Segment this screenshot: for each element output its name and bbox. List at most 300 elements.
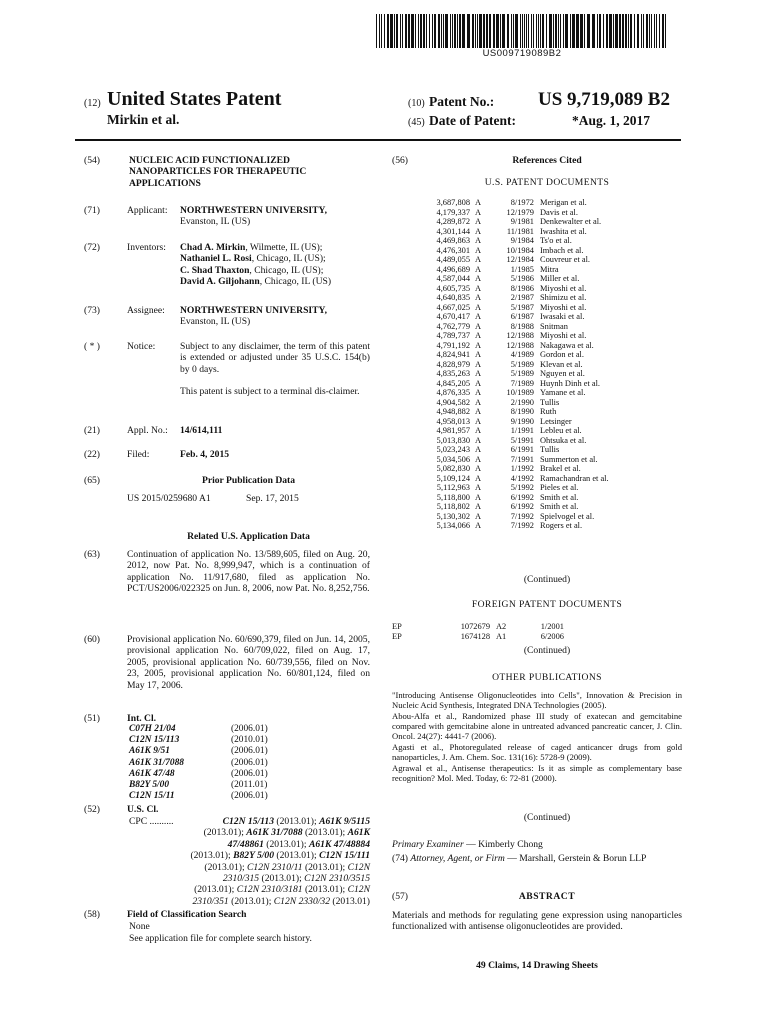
reference-num: 4,476,301 [436,245,470,255]
barcode-bar [411,14,414,48]
reference-kd: A [475,236,482,245]
reference-num: 5,082,830 [436,464,470,473]
barcode-bar [522,14,523,48]
reference-nm: Shimizu et al. [540,293,587,302]
applicant [180,205,370,228]
barcode-bar [477,14,478,48]
abstract-title: ABSTRACT [518,891,576,902]
barcode-bar [418,14,419,48]
int-cl-row [129,735,291,746]
applicant-location: Evanston, IL (US) [180,216,251,228]
attorney-label: Attorney, Agent, or Firm [410,853,505,864]
reference-row [412,436,682,446]
reference-nm: Huynh Dinh et al. [540,378,601,388]
reference-num: 4,605,735 [436,283,470,293]
int-cl-version: (2006.01) [231,768,268,779]
code-54: (54) [84,155,100,166]
barcode-bar [628,14,629,48]
other-publications [392,690,682,784]
publication-entry: "Introducing Antisense Oligonucleotides into Cells", Innovation & Precision in Nucleic Acid Synthesis, Integrated DNA Technologies (2005). [392,690,682,710]
code-57: (57) [392,891,408,902]
inventors-short: Mirkin et al. [107,112,180,127]
int-cl-class: B82Y 5/00 [129,780,170,791]
reference-num: 4,179,337 [436,207,470,217]
reference-row [412,474,682,484]
reference-kd: A [475,207,482,217]
cpc-line [150,827,370,838]
barcode-bar [637,14,639,48]
reference-nm: Klevan et al. [540,359,583,369]
reference-dt: 12/1988 [506,331,534,340]
barcode-bar [662,14,664,48]
reference-dt: 5/1986 [510,274,534,283]
reference-nm: Gordon et al. [540,350,584,359]
reference-kd: A [475,483,482,492]
int-cl-class: A61K 31/7088 [129,757,184,768]
reference-kd: A [475,264,482,274]
reference-row [412,407,682,417]
cpc-segment: 47/48861 [227,838,264,850]
reference-kd: A [475,435,482,445]
cpc-segment: C12N [347,884,370,896]
code-21: (21) [84,425,100,436]
reference-dt: 4/1992 [510,473,534,483]
reference-kd: A [475,378,482,388]
barcode-bar [376,14,377,48]
cpc-segment: (2013.01); [259,873,305,885]
code-65: (65) [84,475,100,486]
inventor-name: C. Shad Thaxton [180,264,250,276]
primary-examiner [392,839,682,850]
reference-kd: A [475,502,482,511]
reference-dt: 8/1986 [510,283,534,293]
barcode-bar [408,14,410,48]
reference-row [412,303,682,313]
applicant-label: Applicant: [127,205,168,216]
reference-kd: A [475,511,482,521]
reference-row [412,426,682,436]
barcode-bar [599,14,601,48]
reference-dt: 1/1991 [510,426,534,435]
barcode-bar [558,14,559,48]
reference-dt: 5/1991 [510,435,534,445]
barcode-bar [394,14,395,48]
reference-kd: A [475,359,482,369]
code-74: (74) [392,853,408,864]
code-72: (72) [84,242,100,253]
reference-nm: Imbach et al. [540,245,584,255]
barcode-bar [587,14,590,48]
reference-kd: A [475,255,482,264]
reference-nm: Ruth [540,407,557,416]
reference-dt: 5/1992 [510,483,534,492]
reference-kd: A [475,426,482,435]
int-cl-row [129,758,291,769]
reference-row [412,398,682,408]
notice-text: Subject to any disclaimer, the term of this patent is extended or adjusted under 35 U.S.C. 154(b) by 0 days. [180,341,370,375]
barcode-bar [555,14,557,48]
header-rule [75,139,681,141]
prior-pub-number: US 2015/0259680 A1 [127,493,211,504]
barcode-bar [489,14,491,48]
prior-pub-date: Sep. 17, 2015 [246,493,299,504]
reference-dt: 5/1987 [510,302,534,312]
inventor [180,242,380,253]
prior-pub-title: Prior Publication Data [201,475,296,486]
barcode-bar [454,14,456,48]
reference-nm: Smith et al. [540,502,579,511]
reference-num: 4,789,737 [436,331,470,340]
reference-kd: A [475,302,482,312]
reference-nm: Tullis [540,445,560,454]
code-12: (12) [84,98,101,109]
cpc-segment: C12N 2310/3181 [236,884,303,896]
reference-nm: Smith et al. [540,492,579,502]
reference-kd: A [475,407,482,416]
reference-kd: A [475,226,482,236]
reference-row [412,341,682,351]
reference-row [412,265,682,275]
patent-no-label: Patent No.: [429,94,495,109]
reference-nm: Nakagawa et al. [540,340,594,350]
reference-dt: 12/1979 [506,207,534,217]
reference-row [412,312,682,322]
cpc-segment: 2310/351 [192,895,229,907]
reference-num: 4,958,013 [436,416,470,426]
reference-nm: Pieles et al. [540,483,579,492]
barcode-bar [452,14,453,48]
reference-row [412,464,682,474]
reference-dt: 1/1992 [510,464,534,473]
reference-num: 4,587,044 [436,274,470,283]
reference-dt: 12/1988 [506,340,534,350]
continuation-text: Continuation of application No. 13/589,605, filed on Aug. 20, 2012, now Pat. No. 8,999,947, which is a continuation of application No. 11/917,680, filed as application No. PCT/US2006/022325 on Jun. 8, 2006, now Pat. No. 8,252,756. [127,549,370,595]
barcode-bar [540,14,541,48]
int-cl-class: C07H 21/04 [129,724,176,734]
cpc-segment: A61K 31/7088 [246,827,303,839]
invention-title [129,155,369,189]
barcode-bar [475,14,476,48]
reference-nm: Miyoshi et al. [540,283,587,293]
reference-dt: 4/1989 [510,350,534,359]
related-data-title: Related U.S. Application Data [187,531,310,542]
title-line: NANOPARTICLES FOR THERAPEUTIC [129,166,307,178]
cpc-line [150,816,370,827]
barcode-bar [502,14,505,48]
foreign-reference-cell: EP [392,631,402,641]
barcode-bar [415,14,416,48]
int-cl-class: C12N 15/11 [129,791,175,802]
reference-num: 4,489,055 [436,255,470,264]
reference-num: 4,824,941 [436,350,470,359]
cpc-line [150,839,370,850]
barcode-bar [483,14,485,48]
code-notice: ( * ) [84,341,100,352]
cpc-segment: (2013.01); [302,861,348,873]
reference-dt: 7/1992 [510,511,534,521]
reference-num: 4,301,144 [436,226,470,236]
inventor-name: Chad A. Mirkin [180,242,246,253]
assignee [180,305,370,328]
reference-nm: Letsinger [540,416,572,426]
cpc-segment: (2013.01); [204,861,248,873]
reference-kd: A [475,350,482,359]
reference-num: 5,130,302 [436,511,470,521]
barcode-bar [467,14,470,48]
barcode-bar [400,14,401,48]
reference-nm: Iwasaki et al. [540,312,585,321]
barcode-bar [511,14,512,48]
reference-dt: 6/1991 [510,445,534,454]
title-line: NUCLEIC ACID FUNCTIONALIZED [129,155,290,166]
reference-num: 4,828,979 [436,359,470,369]
int-cl-table [129,724,291,802]
barcode-bar [646,14,648,48]
reference-kd: A [475,293,482,302]
cpc-line [150,884,370,895]
reference-row [412,445,682,455]
reference-row [412,331,682,341]
barcode-bar [570,14,571,48]
reference-dt: 9/1981 [510,217,534,226]
barcode-bar [643,14,644,48]
reference-nm: Miller et al. [540,274,580,283]
reference-nm: Spielvogel et al. [540,511,595,521]
publication-entry: Agasti et al., Photoregulated release of caged anticancer drugs from gold nanoparticles, J. Am. Chem. Soc. 131(16): 5728-9 (2009). [392,742,682,762]
barcode-bar [622,14,624,48]
date-label: Date of Patent: [429,113,516,128]
reference-num: 5,109,124 [436,473,470,483]
code-63: (63) [84,549,100,560]
reference-nm: Tullis [540,397,560,407]
examiner-name: — Kimberly Chong [463,839,543,850]
reference-row [412,217,682,227]
notice-label: Notice: [127,341,156,352]
reference-num: 5,023,243 [436,445,470,454]
barcode-bar [546,14,547,48]
reference-dt: 11/1981 [506,226,534,236]
reference-num: 4,496,689 [436,264,470,274]
foreign-reference-cell: A2 [496,622,507,631]
int-cl-row [129,746,291,757]
barcode-bar [520,14,521,48]
cpc-segment: A61K 47/48884 [308,838,370,850]
barcode-bar [507,14,509,48]
reference-kd: A [475,473,482,483]
barcode-bar [613,14,614,48]
reference-dt: 9/1990 [510,416,534,426]
code-10: (10) [408,98,425,109]
reference-num: 4,289,872 [436,217,470,226]
barcode-bar [496,14,499,48]
cpc-segment: (2013.01); [274,850,320,862]
barcode-bar [634,14,635,48]
foreign-reference-cell: 1072679 [460,622,490,631]
reference-num: 3,687,808 [436,198,470,207]
reference-num: 4,835,263 [436,369,470,378]
barcode-bar [659,14,660,48]
reference-num: 4,845,205 [436,378,470,388]
cpc-segment: (2013.01); [302,884,348,896]
reference-row [412,388,682,398]
reference-row [412,483,682,493]
barcode-bar [584,14,585,48]
int-cl-label: Int. Cl. [127,713,157,724]
foreign-reference-row [392,631,682,642]
reference-row [412,322,682,332]
filed-label: Filed: [127,449,150,460]
barcode-bar [572,14,575,48]
title-line: APPLICATIONS [129,177,201,189]
barcode-bar [609,14,612,48]
reference-kd: A [475,321,482,331]
reference-num: 4,904,582 [436,397,470,407]
reference-dt: 12/1984 [506,255,534,264]
reference-dt: 10/1989 [506,388,534,397]
patent-number: US 9,719,089 B2 [538,89,670,110]
reference-nm: Miyoshi et al. [540,302,587,312]
inventors-list [180,242,380,288]
inventor [180,265,380,276]
reference-kd: A [475,445,482,454]
code-60: (60) [84,634,100,645]
barcode-bar [615,14,618,48]
barcode-bar [524,14,525,48]
reference-num: 5,013,830 [436,435,470,445]
barcode-bar [531,14,532,48]
reference-row [412,274,682,284]
barcode-bar [630,14,632,48]
reference-num: 4,762,779 [436,321,470,331]
reference-nm: Yamane et al. [540,388,586,397]
inventor-name: David A. Giljohann [180,276,260,288]
barcode-bar [606,14,608,48]
barcode-bar [597,14,598,48]
barcode-bar [526,14,527,48]
us-patent-documents [412,198,682,531]
reference-kd: A [475,217,482,226]
cpc-line [150,896,370,907]
barcode-bar [493,14,495,48]
cpc-segment: (2013.01); [263,838,309,850]
reference-dt: 8/1990 [510,407,534,416]
barcode-bar [560,14,561,48]
reference-num: 5,034,506 [436,454,470,464]
foreign-reference-cell: 1674128 [460,631,490,641]
reference-num: 4,791,192 [436,340,470,350]
applicant-name: NORTHWESTERN UNIVERSITY, [180,205,327,216]
reference-dt: 5/1989 [510,359,534,369]
assignee-label: Assignee: [127,305,165,316]
reference-row [412,350,682,360]
reference-num: 4,640,835 [436,293,470,302]
reference-num: 4,876,335 [436,388,470,397]
barcode-bar [379,14,380,48]
barcode-bar [384,14,385,48]
reference-num: 4,469,863 [436,236,470,245]
cpc-segment: (2013.01); [228,895,274,907]
cpc-segment: C12N 15/113 [222,816,275,827]
code-71: (71) [84,205,100,216]
barcode-bar [565,14,568,48]
reference-dt: 8/1988 [510,321,534,331]
reference-dt: 7/1991 [510,454,534,464]
reference-kd: A [475,397,482,407]
reference-row [412,227,682,237]
reference-nm: Merigan et al. [540,198,587,207]
field-search-none: None [129,921,150,932]
cpc-segment: C12N 2330/32 [273,895,331,907]
barcode-bar [649,14,650,48]
barcode-bar [402,14,403,48]
foreign-docs-title: FOREIGN PATENT DOCUMENTS [471,599,623,610]
barcode [376,14,668,48]
reference-kd: A [475,331,482,340]
reference-kd: A [475,369,482,378]
reference-dt: 8/1972 [510,198,534,207]
barcode-bar [665,14,666,48]
cpc-segment: 2310/315 [222,873,260,885]
int-cl-row [129,780,291,791]
int-cl-row [129,769,291,780]
cpc-segment: C12N 2310/3515 [304,873,370,885]
reference-num: 4,981,957 [436,426,470,435]
references-title: References Cited [512,155,582,166]
reference-dt: 6/1992 [510,502,534,511]
int-cl-class: A61K 47/48 [129,768,175,779]
reference-nm: Davis et al. [540,207,578,217]
reference-row [412,379,682,389]
inventor-location: , Wilmette, IL (US); [245,242,323,253]
reference-num: 5,112,963 [436,483,470,492]
reference-kd: A [475,416,482,426]
foreign-patent-documents [392,622,682,641]
reference-row [412,208,682,218]
inventor-location: , Chicago, IL (US); [251,253,326,265]
code-56: (56) [392,155,408,166]
int-cl-version: (2006.01) [231,746,268,757]
barcode-bar [423,14,425,48]
barcode-bar [500,14,501,48]
barcode-bar [654,14,655,48]
barcode-bar [625,14,627,48]
barcode-bar [549,14,552,48]
reference-nm: Denkewalter et al. [540,217,602,226]
int-cl-version: (2006.01) [231,757,268,768]
reference-nm: Couvreur et al. [540,255,591,264]
reference-row [412,502,682,512]
barcode-bar [405,14,407,48]
reference-dt: 7/1992 [510,521,534,530]
reference-row [412,284,682,294]
reference-nm: Mitra [540,264,559,274]
reference-kd: A [475,464,482,473]
reference-dt: 1/1985 [510,264,534,274]
reference-dt: 6/1987 [510,312,534,321]
int-cl-class: C12N 15/113 [129,735,180,746]
cpc-segment: C12N 15/111 [319,850,370,862]
int-cl-version: (2011.01) [231,780,268,791]
filed-date: Feb. 4, 2015 [180,449,230,460]
code-51: (51) [84,713,100,724]
reference-dt: 9/1984 [510,236,534,245]
continued-foreign: (Continued) [523,645,571,656]
barcode-bar [580,14,583,48]
barcode-bar [443,14,444,48]
reference-kd: A [475,283,482,293]
appl-no-label: Appl. No.: [127,425,168,436]
barcode-bar [459,14,461,48]
